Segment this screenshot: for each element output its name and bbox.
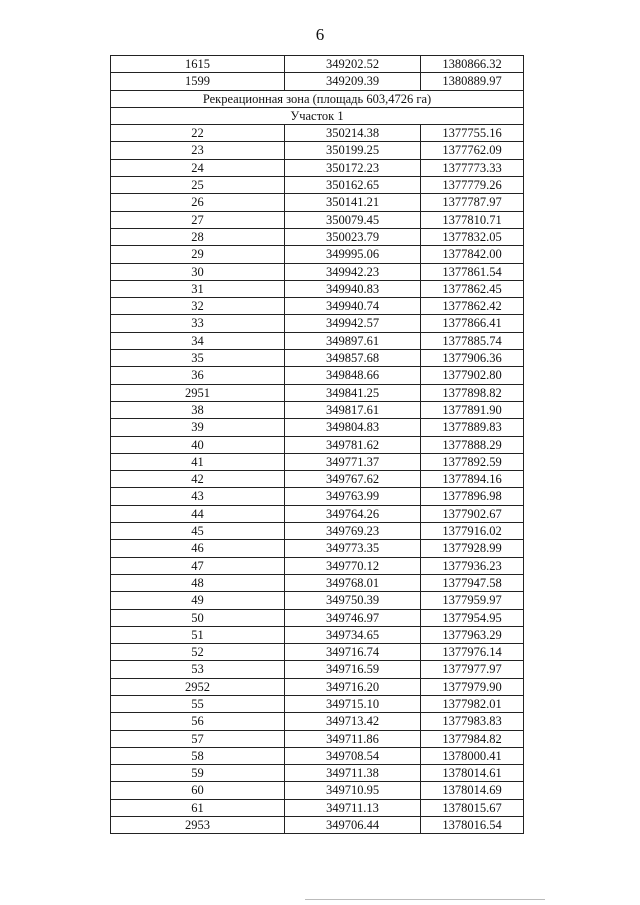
table-row xyxy=(111,540,524,557)
table-row xyxy=(111,73,524,90)
table-row xyxy=(111,574,524,591)
y-coordinate-cell: 1377936.23 xyxy=(421,557,524,574)
y-coordinate-cell: 1377762.09 xyxy=(421,142,524,159)
point-number-cell: 29 xyxy=(111,246,285,263)
point-number-cell: 47 xyxy=(111,557,285,574)
y-coordinate-cell: 1377977.97 xyxy=(421,661,524,678)
x-coordinate-cell: 349764.26 xyxy=(285,505,421,522)
table-row xyxy=(111,332,524,349)
point-number-cell: 58 xyxy=(111,747,285,764)
x-coordinate-cell: 349716.74 xyxy=(285,644,421,661)
point-number-cell: 33 xyxy=(111,315,285,332)
table-row xyxy=(111,384,524,401)
x-coordinate-cell: 350141.21 xyxy=(285,194,421,211)
table-row xyxy=(111,817,524,834)
x-coordinate-cell: 349716.59 xyxy=(285,661,421,678)
y-coordinate-cell: 1377861.54 xyxy=(421,263,524,280)
x-coordinate-cell: 350214.38 xyxy=(285,125,421,142)
point-number-cell: 41 xyxy=(111,453,285,470)
point-number-cell: 31 xyxy=(111,280,285,297)
y-coordinate-cell: 1378000.41 xyxy=(421,747,524,764)
table-row xyxy=(111,211,524,228)
point-number-cell: 45 xyxy=(111,523,285,540)
point-number-cell: 42 xyxy=(111,471,285,488)
table-row xyxy=(111,678,524,695)
y-coordinate-cell: 1377906.36 xyxy=(421,350,524,367)
point-number-cell: 22 xyxy=(111,125,285,142)
table-row xyxy=(111,695,524,712)
table-row xyxy=(111,782,524,799)
x-coordinate-cell: 349770.12 xyxy=(285,557,421,574)
x-coordinate-cell: 349711.86 xyxy=(285,730,421,747)
coordinates-table-body xyxy=(111,56,524,834)
table-row xyxy=(111,298,524,315)
x-coordinate-cell: 349763.99 xyxy=(285,488,421,505)
table-row xyxy=(111,56,524,73)
point-number-cell: 30 xyxy=(111,263,285,280)
y-coordinate-cell: 1377898.82 xyxy=(421,384,524,401)
point-number-cell: 49 xyxy=(111,592,285,609)
y-coordinate-cell: 1377832.05 xyxy=(421,228,524,245)
table-row xyxy=(111,713,524,730)
y-coordinate-cell: 1377787.97 xyxy=(421,194,524,211)
table-row xyxy=(111,159,524,176)
y-coordinate-cell: 1377916.02 xyxy=(421,523,524,540)
point-number-cell: 2952 xyxy=(111,678,285,695)
point-number-cell: 59 xyxy=(111,765,285,782)
x-coordinate-cell: 349771.37 xyxy=(285,453,421,470)
point-number-cell: 34 xyxy=(111,332,285,349)
table-row xyxy=(111,436,524,453)
y-coordinate-cell: 1377979.90 xyxy=(421,678,524,695)
point-number-cell: 46 xyxy=(111,540,285,557)
x-coordinate-cell: 349734.65 xyxy=(285,626,421,643)
table-row xyxy=(111,488,524,505)
table-row xyxy=(111,142,524,159)
x-coordinate-cell: 350023.79 xyxy=(285,228,421,245)
page-number: 6 xyxy=(315,25,325,44)
x-coordinate-cell: 350079.45 xyxy=(285,211,421,228)
table-row xyxy=(111,246,524,263)
x-coordinate-cell: 349715.10 xyxy=(285,695,421,712)
y-coordinate-cell: 1377963.29 xyxy=(421,626,524,643)
x-coordinate-cell: 349746.97 xyxy=(285,609,421,626)
point-number-cell: 36 xyxy=(111,367,285,384)
x-coordinate-cell: 349940.83 xyxy=(285,280,421,297)
point-number-cell: 52 xyxy=(111,644,285,661)
point-number-cell: 57 xyxy=(111,730,285,747)
y-coordinate-cell: 1377862.45 xyxy=(421,280,524,297)
x-coordinate-cell: 349708.54 xyxy=(285,747,421,764)
point-number-cell: 26 xyxy=(111,194,285,211)
table-row xyxy=(111,609,524,626)
point-number-cell: 1615 xyxy=(111,56,285,73)
y-coordinate-cell: 1378014.69 xyxy=(421,782,524,799)
table-row xyxy=(111,228,524,245)
y-coordinate-cell: 1380889.97 xyxy=(421,73,524,90)
x-coordinate-cell: 349711.13 xyxy=(285,799,421,816)
y-coordinate-cell: 1377891.90 xyxy=(421,401,524,418)
y-coordinate-cell: 1378015.67 xyxy=(421,799,524,816)
x-coordinate-cell: 349817.61 xyxy=(285,401,421,418)
x-coordinate-cell: 349710.95 xyxy=(285,782,421,799)
y-coordinate-cell: 1377842.00 xyxy=(421,246,524,263)
table-row xyxy=(111,280,524,297)
x-coordinate-cell: 350162.65 xyxy=(285,177,421,194)
x-coordinate-cell: 349995.06 xyxy=(285,246,421,263)
x-coordinate-cell: 349767.62 xyxy=(285,471,421,488)
point-number-cell: 38 xyxy=(111,401,285,418)
y-coordinate-cell: 1378014.61 xyxy=(421,765,524,782)
y-coordinate-cell: 1377810.71 xyxy=(421,211,524,228)
x-coordinate-cell: 349713.42 xyxy=(285,713,421,730)
x-coordinate-cell: 349857.68 xyxy=(285,350,421,367)
x-coordinate-cell: 349804.83 xyxy=(285,419,421,436)
point-number-cell: 53 xyxy=(111,661,285,678)
section-title-row xyxy=(111,90,524,107)
table-row xyxy=(111,799,524,816)
table-row xyxy=(111,626,524,643)
table-row xyxy=(111,505,524,522)
point-number-cell: 2951 xyxy=(111,384,285,401)
coordinates-table xyxy=(110,55,524,834)
section-title: Рекреационная зона (площадь 603,4726 га) xyxy=(111,90,524,107)
point-number-cell: 56 xyxy=(111,713,285,730)
point-number-cell: 61 xyxy=(111,799,285,816)
x-coordinate-cell: 349781.62 xyxy=(285,436,421,453)
y-coordinate-cell: 1377755.16 xyxy=(421,125,524,142)
x-coordinate-cell: 349768.01 xyxy=(285,574,421,591)
y-coordinate-cell: 1377983.83 xyxy=(421,713,524,730)
table-row xyxy=(111,471,524,488)
point-number-cell: 25 xyxy=(111,177,285,194)
x-coordinate-cell: 350199.25 xyxy=(285,142,421,159)
x-coordinate-cell: 349940.74 xyxy=(285,298,421,315)
table-row xyxy=(111,592,524,609)
y-coordinate-cell: 1377947.58 xyxy=(421,574,524,591)
table-row xyxy=(111,401,524,418)
y-coordinate-cell: 1377976.14 xyxy=(421,644,524,661)
point-number-cell: 60 xyxy=(111,782,285,799)
point-number-cell: 32 xyxy=(111,298,285,315)
y-coordinate-cell: 1377928.99 xyxy=(421,540,524,557)
point-number-cell: 55 xyxy=(111,695,285,712)
point-number-cell: 43 xyxy=(111,488,285,505)
x-coordinate-cell: 349711.38 xyxy=(285,765,421,782)
table-row xyxy=(111,125,524,142)
x-coordinate-cell: 349897.61 xyxy=(285,332,421,349)
table-row xyxy=(111,765,524,782)
y-coordinate-cell: 1377959.97 xyxy=(421,592,524,609)
table-row xyxy=(111,747,524,764)
y-coordinate-cell: 1377896.98 xyxy=(421,488,524,505)
x-coordinate-cell: 349706.44 xyxy=(285,817,421,834)
x-coordinate-cell: 349202.52 xyxy=(285,56,421,73)
point-number-cell: 27 xyxy=(111,211,285,228)
y-coordinate-cell: 1377866.41 xyxy=(421,315,524,332)
y-coordinate-cell: 1377885.74 xyxy=(421,332,524,349)
table-row xyxy=(111,644,524,661)
y-coordinate-cell: 1377954.95 xyxy=(421,609,524,626)
y-coordinate-cell: 1377982.01 xyxy=(421,695,524,712)
y-coordinate-cell: 1377779.26 xyxy=(421,177,524,194)
table-row xyxy=(111,177,524,194)
table-row xyxy=(111,350,524,367)
point-number-cell: 51 xyxy=(111,626,285,643)
point-number-cell: 23 xyxy=(111,142,285,159)
y-coordinate-cell: 1377894.16 xyxy=(421,471,524,488)
y-coordinate-cell: 1377862.42 xyxy=(421,298,524,315)
point-number-cell: 40 xyxy=(111,436,285,453)
point-number-cell: 28 xyxy=(111,228,285,245)
table-row xyxy=(111,453,524,470)
y-coordinate-cell: 1378016.54 xyxy=(421,817,524,834)
x-coordinate-cell: 349773.35 xyxy=(285,540,421,557)
x-coordinate-cell: 349716.20 xyxy=(285,678,421,695)
x-coordinate-cell: 349942.57 xyxy=(285,315,421,332)
x-coordinate-cell: 349942.23 xyxy=(285,263,421,280)
x-coordinate-cell: 349848.66 xyxy=(285,367,421,384)
y-coordinate-cell: 1377984.82 xyxy=(421,730,524,747)
y-coordinate-cell: 1377773.33 xyxy=(421,159,524,176)
point-number-cell: 1599 xyxy=(111,73,285,90)
point-number-cell: 39 xyxy=(111,419,285,436)
y-coordinate-cell: 1377902.80 xyxy=(421,367,524,384)
table-row xyxy=(111,419,524,436)
x-coordinate-cell: 349769.23 xyxy=(285,523,421,540)
point-number-cell: 35 xyxy=(111,350,285,367)
x-coordinate-cell: 350172.23 xyxy=(285,159,421,176)
point-number-cell: 48 xyxy=(111,574,285,591)
point-number-cell: 50 xyxy=(111,609,285,626)
table-row xyxy=(111,557,524,574)
table-row xyxy=(111,194,524,211)
subsection-title: Участок 1 xyxy=(111,107,524,124)
scan-edge-line xyxy=(305,899,545,900)
y-coordinate-cell: 1377889.83 xyxy=(421,419,524,436)
table-row xyxy=(111,367,524,384)
x-coordinate-cell: 349209.39 xyxy=(285,73,421,90)
x-coordinate-cell: 349841.25 xyxy=(285,384,421,401)
x-coordinate-cell: 349750.39 xyxy=(285,592,421,609)
point-number-cell: 2953 xyxy=(111,817,285,834)
y-coordinate-cell: 1380866.32 xyxy=(421,56,524,73)
y-coordinate-cell: 1377888.29 xyxy=(421,436,524,453)
y-coordinate-cell: 1377902.67 xyxy=(421,505,524,522)
table-row xyxy=(111,730,524,747)
point-number-cell: 24 xyxy=(111,159,285,176)
point-number-cell: 44 xyxy=(111,505,285,522)
table-row xyxy=(111,661,524,678)
table-row xyxy=(111,263,524,280)
subsection-title-row xyxy=(111,107,524,124)
table-row xyxy=(111,315,524,332)
table-row xyxy=(111,523,524,540)
y-coordinate-cell: 1377892.59 xyxy=(421,453,524,470)
